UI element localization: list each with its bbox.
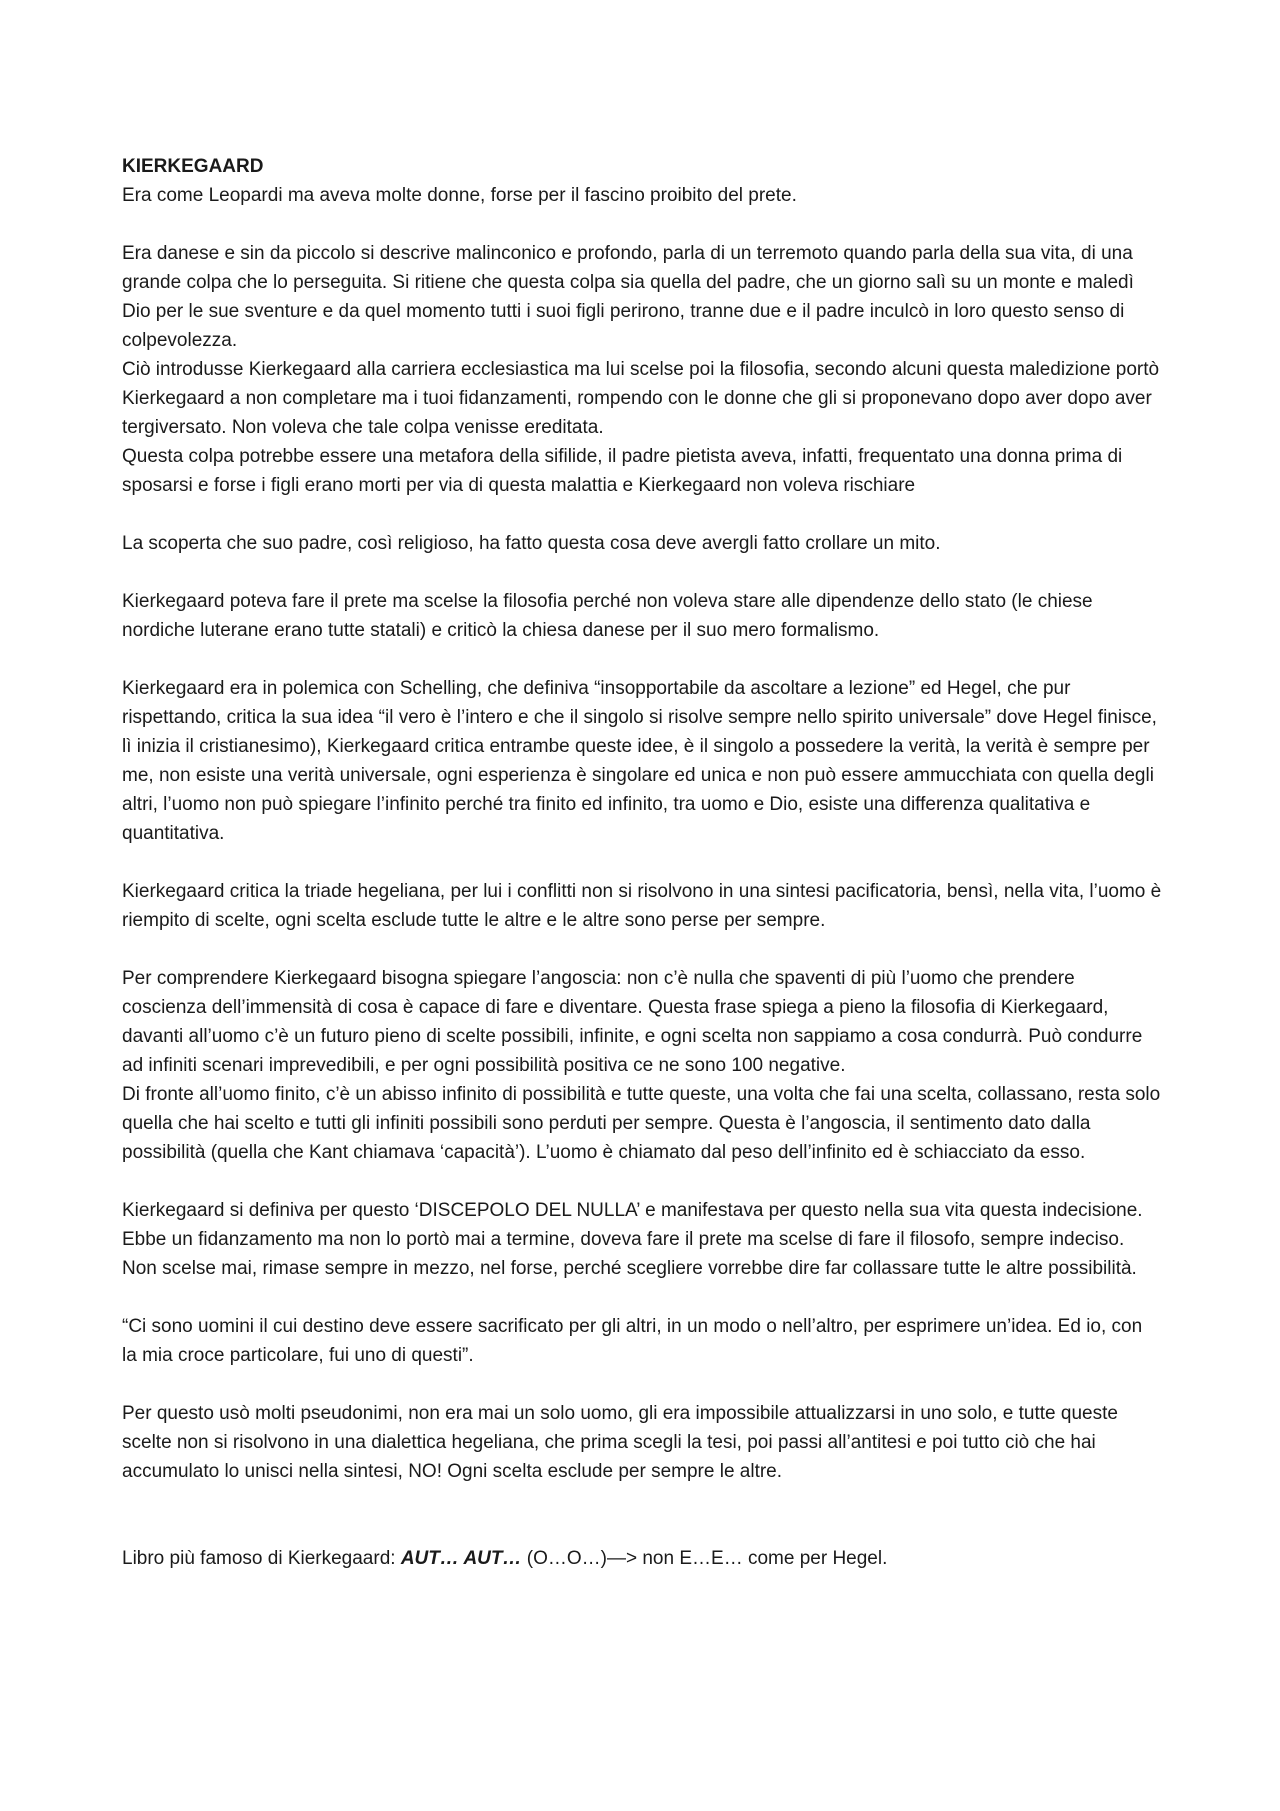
paragraph-childhood: Era danese e sin da piccolo si descrive malinconico e profondo, parla di un terremoto quando parla della sua vita, di una grande colpa che lo perseguita. Si ritiene che questa colpa sia quella del padre, che un giorno salì su un monte e maledì Dio per le sue sventure e da quel momento tutti i suoi figli perirono, tranne due e il padre inculcò in loro questo senso di colpevolezza. bbox=[122, 243, 1134, 351]
paragraph-famous-book bbox=[122, 1544, 1162, 1573]
paragraph-quote: “Ci sono uomini il cui destino deve essere sacrificato per gli altri, in un modo o nell’altro, per esprimere un’idea. Ed io, con la mia croce particolare, fui uno di questi”. bbox=[122, 1316, 1143, 1366]
spacer bbox=[122, 1283, 1162, 1312]
spacer bbox=[122, 935, 1162, 964]
book-title: AUT… AUT… bbox=[400, 1548, 522, 1569]
spacer bbox=[122, 848, 1162, 877]
paragraph-disciple: Kierkegaard si definiva per questo ‘DISCEPOLO DEL NULLA’ e manifestava per questo nella sua vita questa indecisione. Ebbe un fidanzamento ma non lo portò mai a termine, doveva fare il prete ma scelse di fare il filosofo, sempre indeciso. Non scelse mai, rimase sempre in mezzo, nel forse, perché scegliere vorrebbe dire far collassare tutte le altre possibilità. bbox=[122, 1200, 1143, 1279]
spacer bbox=[122, 558, 1162, 587]
spacer bbox=[122, 1486, 1162, 1544]
paragraph-abyss: Di fronte all’uomo finito, c’è un abisso infinito di possibilità e tutte queste, una volta che fai una scelta, collassano, resta solo quella che hai scelto e tutti gli infiniti possibili sono perduti per sempre. Questa è l’angoscia, il sentimento dato dalla possibilità (quella che Kant chiamava ‘capacità’). L’uomo è chiamato dal peso dell’infinito ed è schiacciato da esso. bbox=[122, 1084, 1161, 1163]
paragraph-syphilis: Questa colpa potrebbe essere una metafora della sifilide, il padre pietista aveva, infatti, frequentato una donna prima di sposarsi e forse i figli erano morti per via di questa malattia e Kierkegaard non voleva rischiare bbox=[122, 446, 1123, 496]
spacer bbox=[122, 645, 1162, 674]
paragraph-pseudonyms: Per questo usò molti pseudonimi, non era mai un solo uomo, gli era impossibile attualizzarsi in uno solo, e tutte queste scelte non si risolvono in una dialettica hegeliana, che prima scegli la tesi, poi passi all’antitesi e poi tutto ciò che hai accumulato lo unisci nella sintesi, NO! Ogni scelta esclude per sempre le altre. bbox=[122, 1403, 1118, 1482]
paragraph-anguish: Per comprendere Kierkegaard bisogna spiegare l’angoscia: non c’è nulla che spaventi di più l’uomo che prendere coscienza dell’immensità di cosa è capace di fare e diventare. Questa frase spiega a pieno la filosofia di Kierkegaard, davanti all’uomo c’è un futuro pieno di scelte possibili, infinite, e ogni scelta non sappiamo a cosa condurrà. Può condurre ad infiniti scenari imprevedibili, e per ogni possibilità positiva ce ne sono 100 negative. bbox=[122, 968, 1143, 1076]
paragraph-priest-choice: Kierkegaard poteva fare il prete ma scelse la filosofia perché non voleva stare alle dipendenze dello stato (le chiese nordiche luterane erano tutte statali) e criticò la chiesa danese per il suo mero formalismo. bbox=[122, 591, 1093, 641]
paragraph-father-myth: La scoperta che suo padre, così religioso, ha fatto questa cosa deve avergli fatto crollare un mito. bbox=[122, 533, 941, 554]
spacer bbox=[122, 500, 1162, 529]
document-title: KIERKEGAARD bbox=[122, 156, 264, 177]
paragraph-career: Ciò introdusse Kierkegaard alla carriera ecclesiastica ma lui scelse poi la filosofia, secondo alcuni questa maledizione portò Kierkegaard a non completare ma i tuoi fidanzamenti, rompendo con le donne che gli si proponevano dopo aver dopo aver tergiversato. Non voleva che tale colpa venisse ereditata. bbox=[122, 359, 1160, 438]
spacer bbox=[122, 1370, 1162, 1399]
book-prefix: Libro più famoso di Kierkegaard: bbox=[122, 1548, 401, 1569]
paragraph-intro: Era come Leopardi ma aveva molte donne, forse per il fascino proibito del prete. bbox=[122, 185, 797, 206]
spacer bbox=[122, 210, 1162, 239]
document-page bbox=[122, 152, 1162, 1573]
paragraph-schelling-hegel: Kierkegaard era in polemica con Schelling, che definiva “insopportabile da ascoltare a lezione” ed Hegel, che pur rispettando, critica la sua idea “il vero è l’intero e che il singolo si risolve sempre nello spirito universale” dove Hegel finisce, lì inizia il cristianesimo), Kierkegaard critica entrambe queste idee, è il singolo a possedere la verità, la verità è sempre per me, non esiste una verità universale, ogni esperienza è singolare ed unica e non può essere ammucchiata con quella degli altri, l’uomo non può spiegare l’infinito perché tra finito ed infinito, tra uomo e Dio, esiste una differenza qualitativa e quantitativa. bbox=[122, 678, 1157, 844]
spacer bbox=[122, 1167, 1162, 1196]
book-suffix: (O…O…)—> non E…E… come per Hegel. bbox=[521, 1548, 888, 1569]
paragraph-triad: Kierkegaard critica la triade hegeliana, per lui i conflitti non si risolvono in una sintesi pacificatoria, bensì, nella vita, l’uomo è riempito di scelte, ogni scelta esclude tutte le altre e le altre sono perse per sempre. bbox=[122, 881, 1162, 931]
